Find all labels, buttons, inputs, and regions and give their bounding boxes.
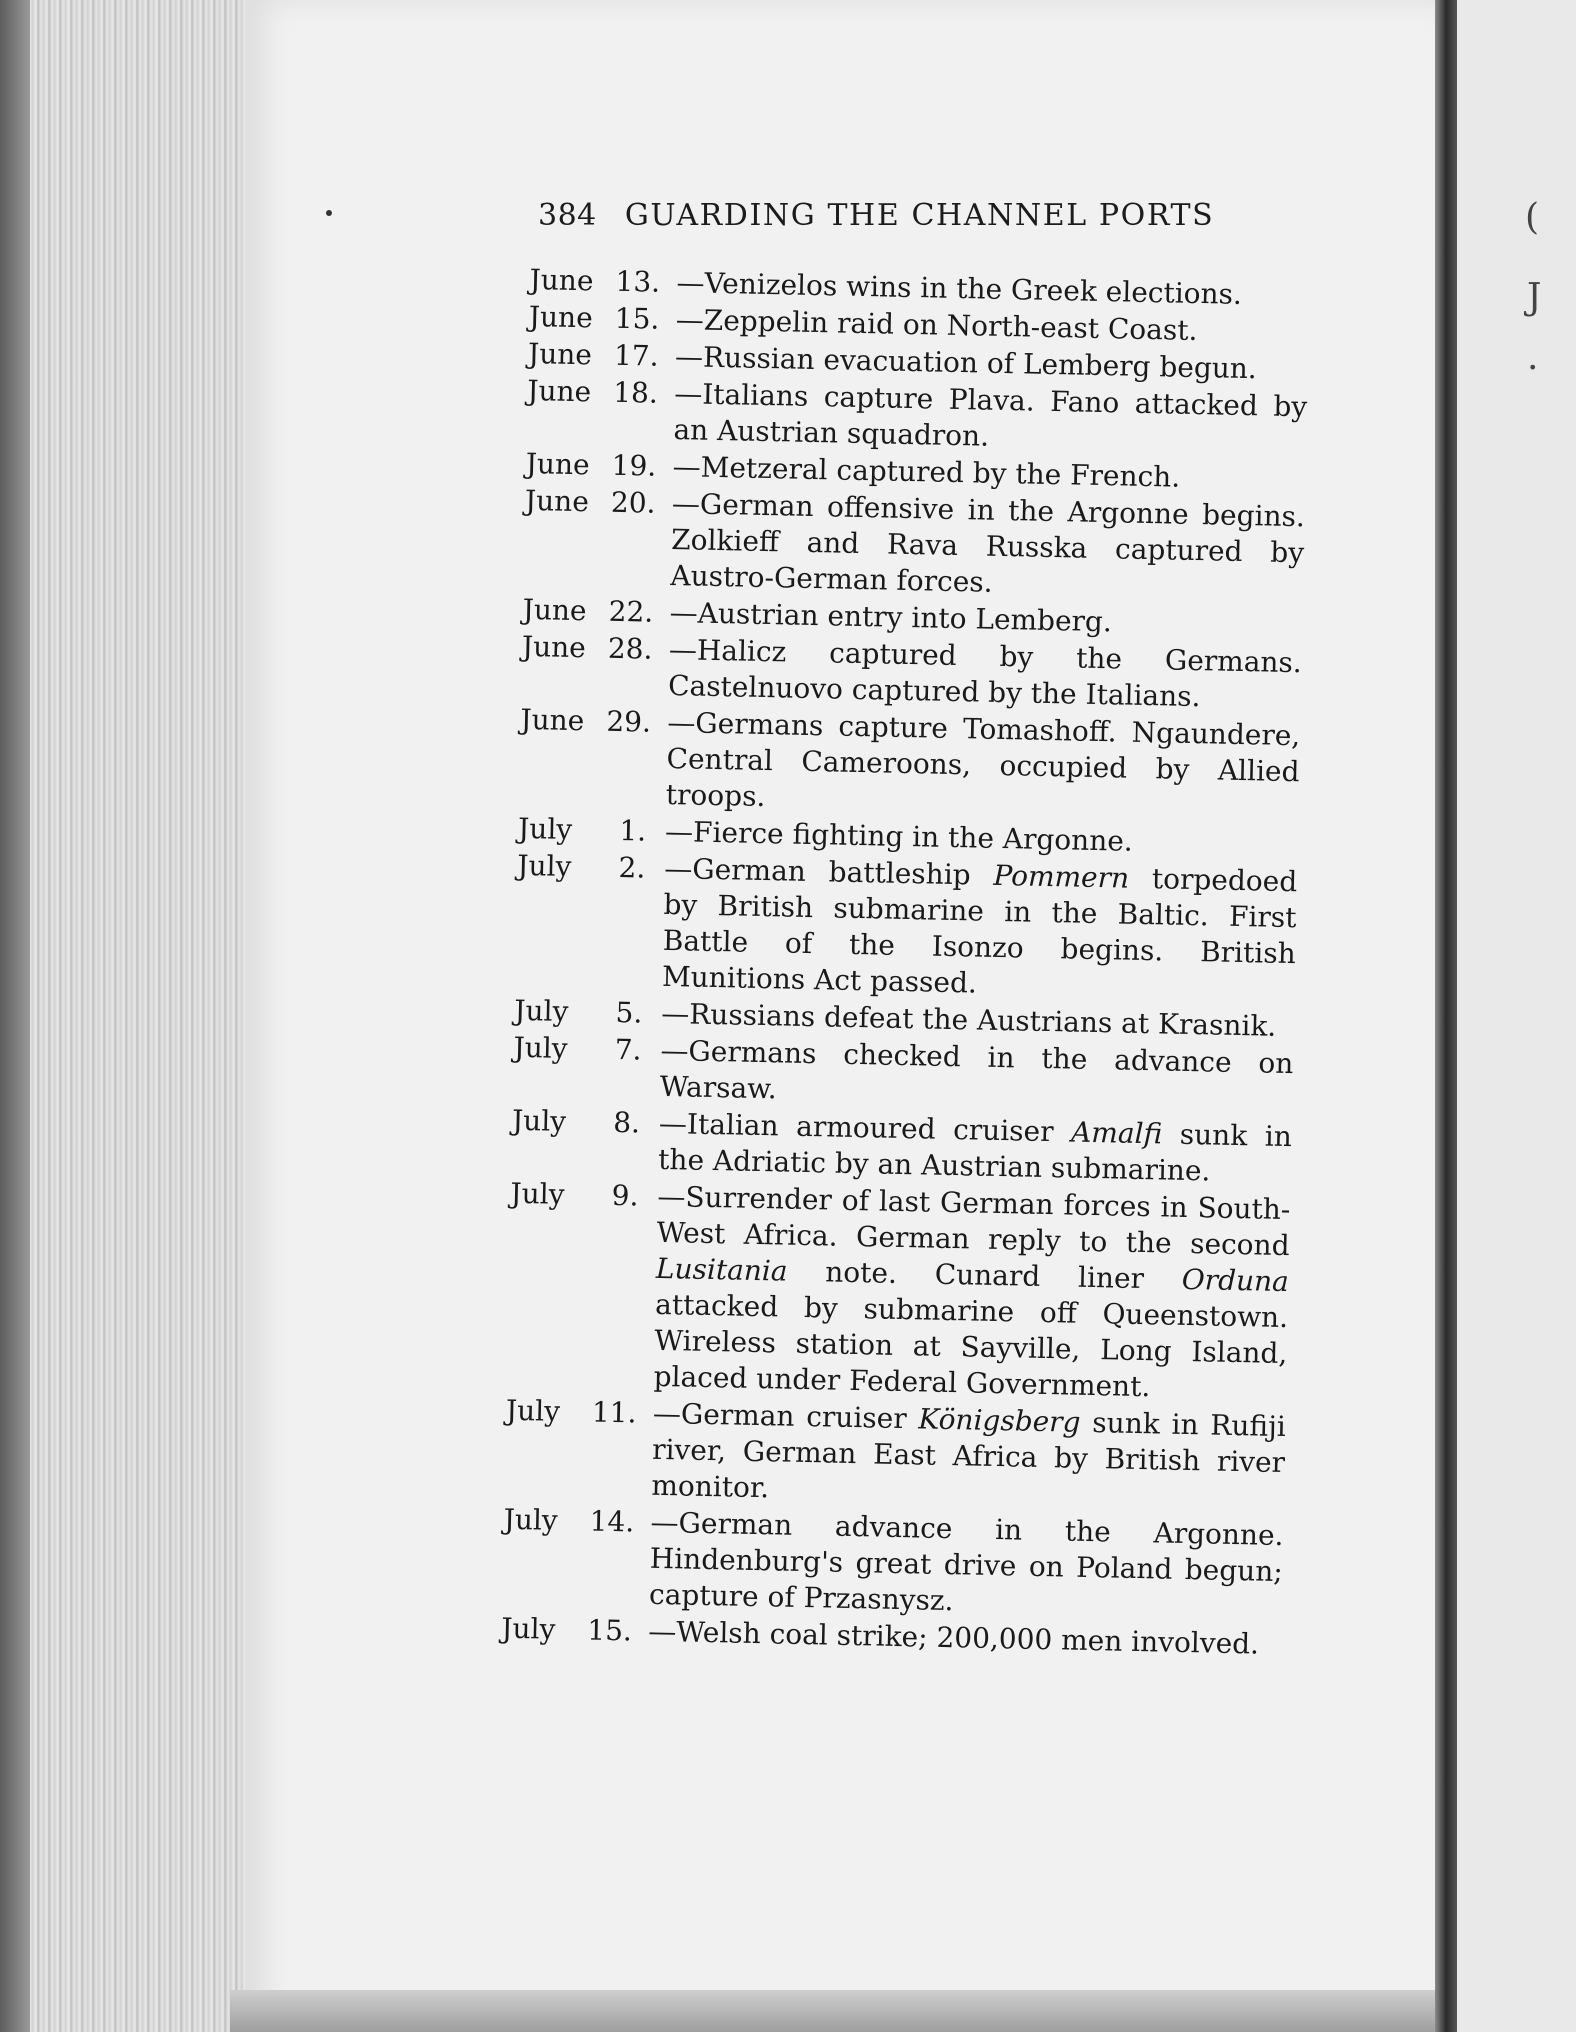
entry-month: June	[524, 483, 590, 519]
entry-month: July	[513, 1030, 568, 1065]
entry-text: —Venizelos wins in the Greek elections.	[676, 266, 1243, 311]
entry-month: June	[525, 446, 590, 482]
entry-day: 7.	[614, 1032, 642, 1067]
entry-day: 18.	[612, 375, 659, 410]
entry-month: June	[521, 629, 587, 665]
entry-date	[504, 1393, 653, 1504]
entry-day: 19.	[611, 448, 657, 483]
entry-date	[518, 811, 666, 850]
entry-month: July	[510, 1176, 565, 1211]
entry-day: 13.	[615, 264, 661, 299]
entry-month: June	[529, 262, 594, 298]
entry-text: —Russian evacuation of Lemberg begun.	[674, 340, 1258, 386]
chronology-entry	[523, 483, 1305, 607]
entry-date	[526, 373, 674, 448]
page-bottom-edge	[230, 1990, 1435, 2032]
chronology-entry	[502, 1502, 1284, 1626]
entry-text: —Surrender of last German forces in South-West Africa. German reply to the second Lusitania note. Cunard liner Orduna attacked by submarine off Queenstown. Wireless station at Sayville, Long Island, placed under Federal Government.	[653, 1179, 1291, 1404]
chronology-list	[501, 262, 1310, 1664]
entry-date	[514, 993, 662, 1032]
facing-page-mark: .	[1527, 337, 1539, 378]
entry-day: 9.	[611, 1178, 639, 1213]
entry-month: July	[505, 1393, 561, 1428]
page-edges	[0, 0, 245, 2032]
entry-date	[506, 1176, 657, 1395]
entry-date	[515, 848, 665, 995]
entry-month: June	[528, 299, 594, 335]
entry-month: July	[501, 1611, 556, 1646]
entry-month: June	[526, 373, 592, 409]
entry-day: 28.	[607, 631, 653, 666]
entry-date	[521, 629, 669, 704]
entry-text: —Austrian entry into Lemberg.	[669, 596, 1113, 639]
entry-text: —Germans capture Tomashoff. Ngaundere, Central Cameroons, occupied by Allied troops.	[665, 705, 1301, 814]
entry-date	[528, 299, 676, 338]
entry-date	[525, 446, 673, 485]
entry-date	[522, 592, 670, 631]
entry-text: —Russians defeat the Austrians at Krasnik.	[660, 996, 1277, 1043]
entry-month: July	[503, 1502, 559, 1537]
entry-text: —Italian armoured cruiser Amalfi sunk in the Adriatic by an Austrian submarine.	[657, 1106, 1293, 1188]
running-title: GUARDING THE CHANNEL PORTS	[624, 198, 1215, 233]
entry-day: 1.	[619, 814, 647, 848]
entry-month: July	[513, 993, 569, 1028]
entry-day: 2.	[618, 850, 646, 885]
entry-day: 15.	[587, 1613, 633, 1648]
entry-day: 17.	[613, 338, 659, 373]
scan-speck	[326, 210, 332, 216]
entry-day: 20.	[610, 485, 656, 520]
entry-text: —Zeppelin raid on North-east Coast.	[675, 303, 1198, 347]
entry-day: 11.	[591, 1395, 637, 1430]
entry-text: —Welsh coal strike; 200,000 men involved.	[648, 1614, 1260, 1661]
entry-day: 22.	[608, 594, 654, 629]
entry-text: —Germans checked in the advance on Warsaw.	[659, 1033, 1294, 1106]
page-number: 384	[538, 198, 597, 233]
binding-shadow	[0, 0, 30, 2032]
running-header	[538, 198, 1238, 233]
facing-page	[1457, 0, 1576, 2032]
facing-page-mark: J	[1527, 277, 1542, 318]
entry-month: June	[520, 702, 585, 738]
entry-month: July	[511, 1103, 567, 1138]
entry-date	[511, 1103, 659, 1178]
entry-date	[512, 1030, 660, 1105]
entry-text: —German advance in the Argonne. Hindenburg's great drive on Poland begun; capture of Przasnysz.	[648, 1505, 1284, 1618]
entry-day: 15.	[614, 301, 660, 336]
entry-month: July	[517, 811, 573, 847]
entry-month: July	[517, 848, 572, 883]
center-gutter	[1435, 0, 1457, 2032]
facing-page-mark: (	[1525, 197, 1540, 238]
entry-date	[502, 1502, 651, 1613]
entry-text: —Italians capture Plava. Fano attacked by an Austrian squadron.	[673, 377, 1308, 453]
entry-day: 8.	[612, 1105, 641, 1140]
entry-text: —German offensive in the Argonne begins. Zolkieff and Rava Russka captured by Austro-German forces.	[670, 487, 1306, 599]
entry-day: 29.	[606, 704, 652, 739]
entry-day: 5.	[615, 995, 643, 1030]
chronology-entry	[515, 848, 1298, 1008]
entry-date	[519, 702, 668, 813]
entry-text: —German cruiser Königsberg sunk in Rufiji river, German East Africa by British river monitor.	[651, 1396, 1287, 1505]
entry-text: —Halicz captured by the Germans. Castelnuovo captured by the Italians.	[667, 632, 1303, 714]
entry-date	[523, 483, 672, 594]
entry-text: —Metzeral captured by the French.	[672, 450, 1181, 494]
entry-date	[529, 262, 677, 301]
entry-month: June	[522, 592, 587, 628]
chronology-entry	[519, 702, 1301, 826]
entry-text: —Fierce fighting in the Argonne.	[664, 814, 1134, 858]
chronology-entry	[504, 1393, 1286, 1517]
entry-date	[528, 336, 676, 375]
entry-text: —German battleship Pommern torpedoed by British submarine in the Baltic. First Battle of the Isonzo begins. British Munitions Act passed.	[661, 851, 1298, 1000]
entry-month: June	[527, 336, 593, 372]
entry-day: 14.	[589, 1504, 635, 1539]
chronology-entry	[506, 1176, 1290, 1408]
entry-date	[501, 1611, 649, 1650]
